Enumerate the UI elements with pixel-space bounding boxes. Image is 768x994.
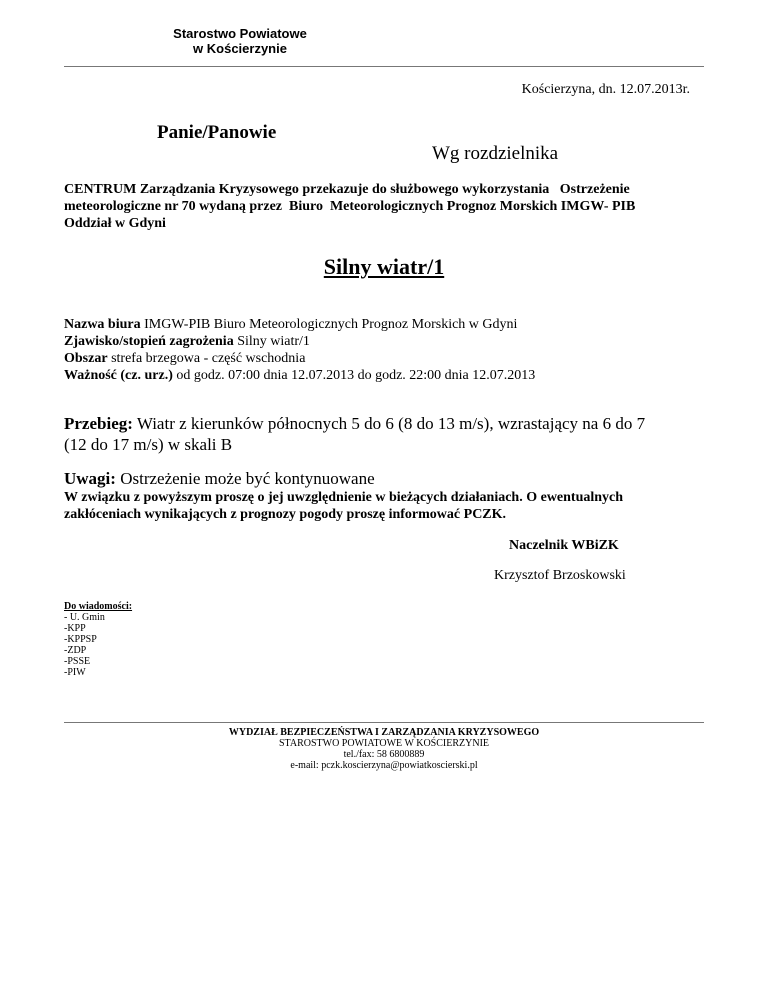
detail-office-label: Nazwa biura	[64, 317, 141, 332]
footer-department: WYDZIAŁ BEZPIECZEŃSTWA I ZARZĄDZANIA KRYZYSOWEGO	[228, 727, 540, 738]
remarks-value: Ostrzeżenie może być kontynuowane	[115, 469, 375, 488]
course-label: Przebieg:	[64, 414, 133, 433]
intro-line-3: Oddział w Gdyni	[64, 216, 166, 231]
footer	[64, 727, 704, 771]
signature-title: Naczelnik WBiZK	[509, 538, 619, 553]
detail-area-value: strefa brzegowa - część wschodnia	[107, 351, 306, 366]
footer-email: e-mail: pczk.koscierzyna@powiatkoscierski.pl	[290, 760, 478, 771]
cc-item: -PSSE	[64, 656, 91, 667]
warning-title: Silny wiatr/1	[323, 254, 445, 279]
warning-details	[64, 316, 535, 384]
detail-validity-value: od godz. 07:00 dnia 12.07.2013 do godz. 22:00 dnia 12.07.2013	[172, 368, 536, 383]
course-text-2: (12 do 17 m/s) w skali B	[64, 435, 233, 454]
letterhead	[150, 26, 330, 56]
detail-office	[64, 316, 535, 333]
detail-validity-label: Ważność (cz. urz.)	[64, 368, 173, 383]
detail-validity	[64, 367, 535, 384]
course-section	[64, 413, 704, 455]
cc-list	[64, 601, 132, 678]
remarks-label: Uwagi:	[64, 469, 116, 488]
footer-divider	[64, 722, 704, 723]
course-text-1: Wiatr z kierunków północnych 5 do 6 (8 do 13 m/s), wzrastający na 6 do 7	[132, 414, 646, 433]
letterhead-line-2: w Kościerzynie	[193, 41, 287, 56]
footer-phone: tel./fax: 58 6800889	[343, 749, 425, 760]
notice-line-2: zakłóceniach wynikających z prognozy pogody proszę informować PCZK.	[64, 507, 507, 522]
detail-phenomenon	[64, 333, 535, 350]
footer-organization: STAROSTWO POWIATOWE W KOŚCIERZYNIE	[278, 738, 490, 749]
cc-item: -ZDP	[64, 645, 87, 656]
notice-line-1: W związku z powyższym proszę o jej uwzględnienie w bieżących działaniach. O ewentualnych	[64, 490, 624, 505]
detail-office-value: IMGW-PIB Biuro Meteorologicznych Prognoz Morskich w Gdyni	[140, 317, 518, 332]
intro-line-2: meteorologiczne nr 70 wydaną przez Biuro Meteorologicznych Prognoz Morskich IMGW- PIB	[64, 199, 636, 214]
intro-line-1: CENTRUM Zarządzania Kryzysowego przekazuje do służbowego wykorzystania Ostrzeżenie	[64, 182, 630, 197]
cc-heading: Do wiadomości:	[64, 601, 133, 612]
cc-item: -KPP	[64, 623, 86, 634]
detail-area-label: Obszar	[64, 351, 108, 366]
cc-item: - U. Gmin	[64, 612, 105, 623]
detail-area	[64, 350, 535, 367]
detail-phenomenon-label: Zjawisko/stopień zagrożenia	[64, 334, 234, 349]
intro-paragraph	[64, 181, 704, 232]
signature-name: Krzysztof Brzoskowski	[494, 568, 626, 583]
cc-item: -KPPSP	[64, 634, 97, 645]
course-line-1	[64, 413, 704, 434]
letterhead-line-1: Starostwo Powiatowe	[173, 26, 307, 41]
distribution-note: Wg rozdzielnika	[432, 143, 559, 164]
detail-phenomenon-value: Silny wiatr/1	[233, 334, 310, 349]
dateline: Kościerzyna, dn. 12.07.2013r.	[521, 82, 690, 97]
notice-paragraph	[64, 489, 724, 523]
remarks-section	[64, 468, 375, 489]
cc-item: -PIW	[64, 667, 86, 678]
header-divider	[64, 66, 704, 67]
salutation: Panie/Panowie	[157, 122, 277, 143]
